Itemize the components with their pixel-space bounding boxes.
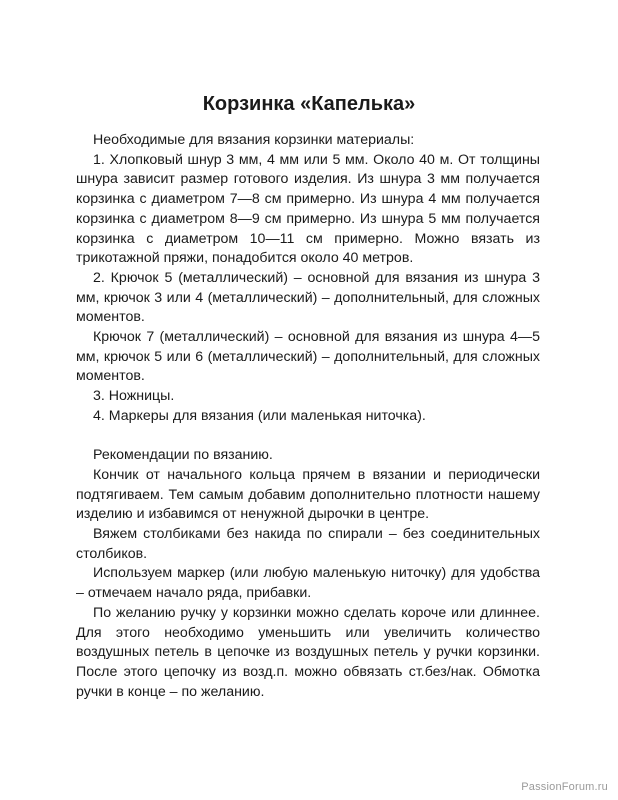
watermark-text: PassionForum.ru <box>521 781 608 793</box>
document-body <box>76 131 540 702</box>
recommendation-paragraph: Используем маркер (или любую маленькую ниточку) для удобства – отмечаем начало ряда, прибавки. <box>76 565 540 602</box>
materials-item-4: 4. Маркеры для вязания (или маленькая ниточка). <box>93 407 426 424</box>
page-title: Корзинка «Капелька» <box>202 93 416 115</box>
materials-item-1: 1. Хлопковый шнур 3 мм, 4 мм или 5 мм. Около 40 м. От толщины шнура зависит размер готового изделия. Из шнура 3 мм получается корзинка с диаметром 7—8 см примерно. Из шнура 4 мм получается корзинка с диаметром 8—9 см примерно. Из шнура 5 мм получается корзинка с диаметром 10—11 см примерно. Можно вязать из трикотажной пряжи, понадобится около 40 метров. <box>76 151 540 267</box>
recommendations-heading: Рекомендации по вязанию. <box>93 447 273 464</box>
materials-item-2b: Крючок 7 (металлический) – основной для вязания из шнура 4—5 мм, крючок 5 или 6 (металлический) – дополнительный, для сложных моментов. <box>76 329 540 385</box>
section-spacer <box>76 427 540 447</box>
materials-item-2: 2. Крючок 5 (металлический) – основной для вязания из шнура 3 мм, крючок 3 или 4 (металлический) – дополнительный, для сложных моментов. <box>76 269 540 326</box>
recommendation-paragraph: Вяжем столбиками без накида по спирали – без соединительных столбиков. <box>76 526 540 562</box>
recommendation-paragraph: Кончик от начального кольца прячем в вязании и периодически подтягиваем. Тем самым добавим дополнительно плотности нашему изделию и избавимся от ненужной дырочки в центре. <box>76 466 540 523</box>
materials-item-3: 3. Ножницы. <box>93 388 175 405</box>
recommendation-paragraph: По желанию ручку у корзинки можно сделать короче или длиннее. Для этого необходимо уменьшить или увеличить количество воздушных петель в цепочке из воздушных петель у ручки корзинки. После этого цепочку из возд.п. можно обвязать ст.без/нак. Обмотка ручки в конце – по желанию. <box>76 604 540 700</box>
materials-heading: Необходимые для вязания корзинки материалы: <box>93 132 415 148</box>
